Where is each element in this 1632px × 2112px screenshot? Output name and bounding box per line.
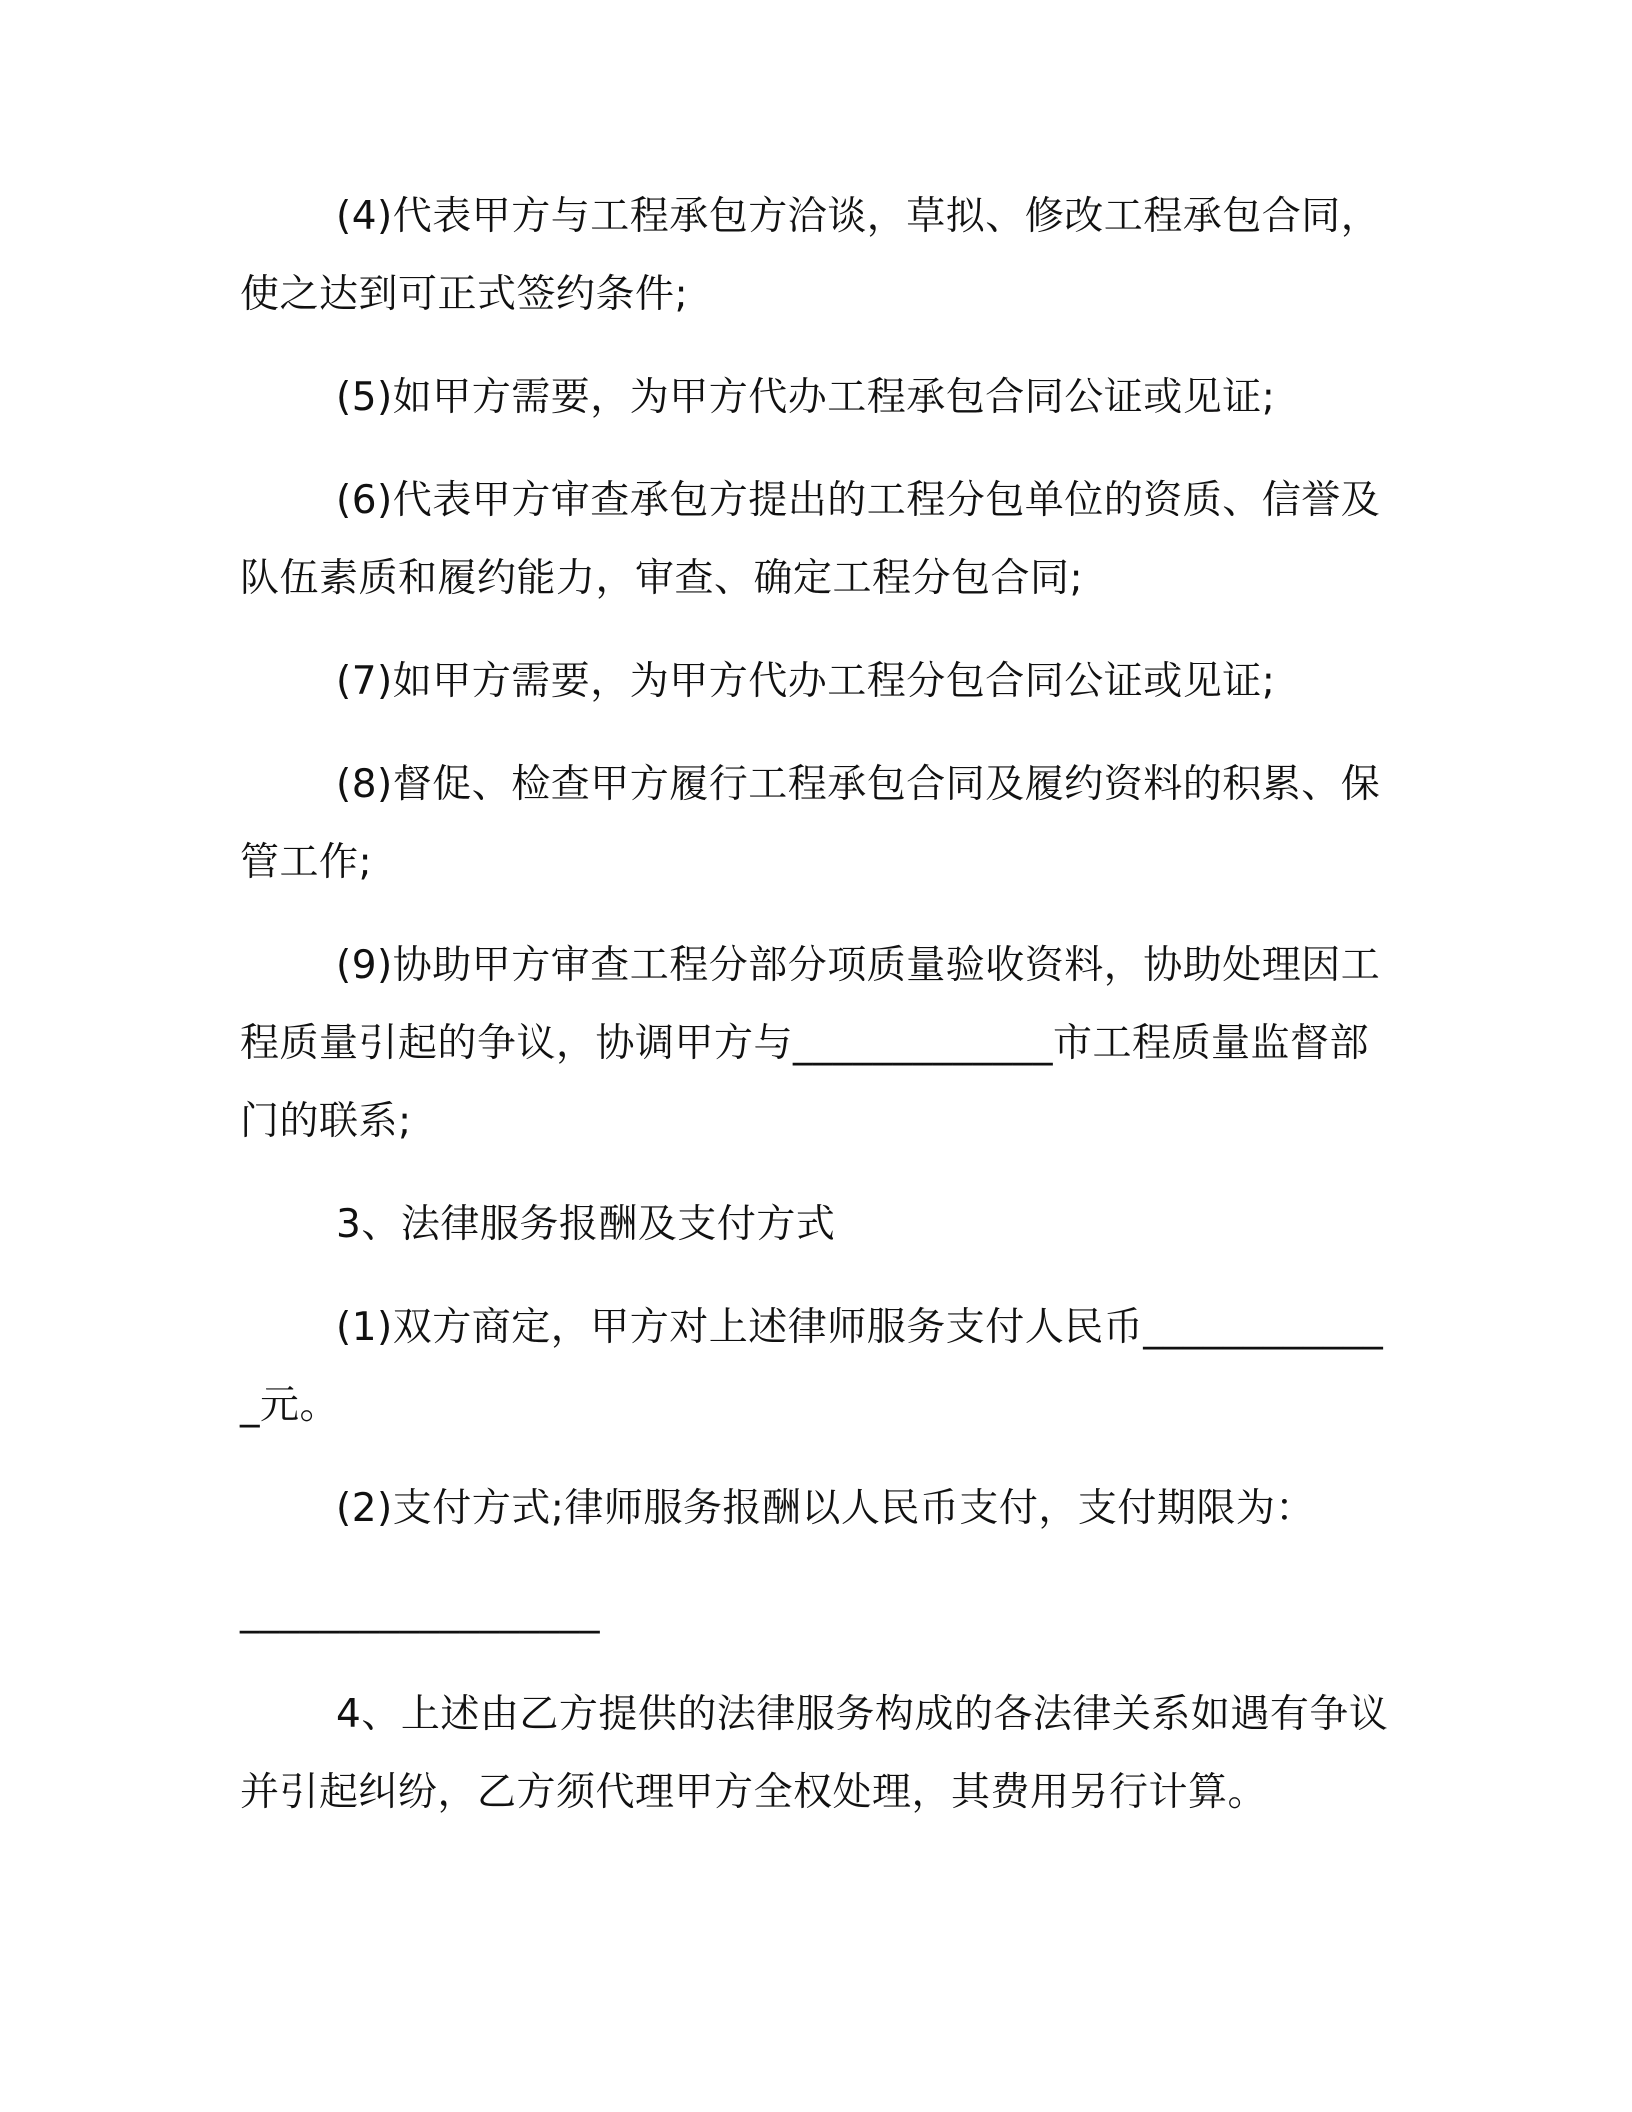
document-body [240,178,1400,1832]
clause-8-paragraph: (8)督促、检查甲方履行工程承包合同及履约资料的积累、保管工作; [240,762,1381,885]
clause-4-paragraph: (4)代表甲方与工程承包方洽谈，草拟、修改工程承包合同，使之达到可正式签约条件; [240,194,1381,317]
fee-clause-1-paragraph: (1)双方商定，甲方对上述律师服务支付人民币_____________元。 [240,1305,1384,1428]
clause-5-paragraph: (5)如甲方需要，为甲方代办工程承包合同公证或见证; [336,375,1276,420]
fee-clause-2-paragraph: (2)支付方式;律师服务报酬以人民币支付，支付期限为： [336,1486,1315,1531]
clause-7-paragraph: (7)如甲方需要，为甲方代办工程分包合同公证或见证; [336,659,1276,704]
clause-9-paragraph: (9)协助甲方审查工程分部分项质量验收资料，协助处理因工程质量引起的争议，协调甲方与_____________市工程质量监督部门的联系; [240,943,1381,1144]
payment-term-blank: __________________ [240,1589,600,1634]
clause-6-paragraph: (6)代表甲方审查承包方提出的工程分包单位的资质、信誉及队伍素质和履约能力，审查、确定工程分包合同; [240,478,1381,601]
section-4-paragraph: 4、上述由乙方提供的法律服务构成的各法律关系如遇有争议并引起纠纷，乙方须代理甲方全权处理，其费用另行计算。 [240,1692,1389,1815]
section-3-heading: 3、法律服务报酬及支付方式 [336,1202,836,1247]
